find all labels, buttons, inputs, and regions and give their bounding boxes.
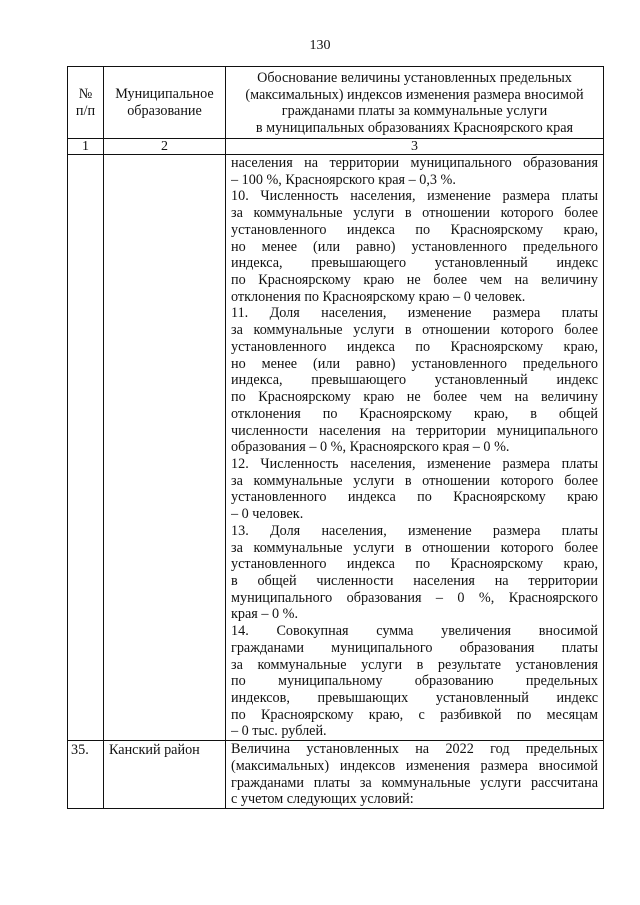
text-line: Величина установленных на 2022 год предельных: [231, 741, 598, 758]
text-line: установленного индекса по Красноярскому краю: [231, 489, 598, 506]
text-line: за коммунальные услуги в отношении которого более: [231, 205, 598, 222]
text-line: индекса, превышающего установленный индекс: [231, 372, 598, 389]
text-line: отклонения по Красноярскому краю – 0 человек.: [231, 288, 526, 305]
text-line: 12. Численность населения, изменение размера платы: [231, 455, 598, 472]
header-justification-line: Обоснование величины установленных предельных: [257, 70, 572, 86]
header-justification-line: гражданами платы за коммунальные услуги: [281, 103, 548, 119]
text-line: но менее (или равно) установленного предельного: [231, 355, 598, 372]
text-line: гражданами муниципального образования платы: [231, 639, 598, 656]
empty-number-cell: [68, 155, 104, 741]
header-municipality-line: образование: [127, 102, 202, 119]
header-number-line: п/п: [75, 102, 96, 119]
header-number: [68, 67, 104, 139]
text-line: но менее (или равно) установленного предельного: [231, 238, 598, 255]
header-justification-line: в муниципальных образованиях Красноярского края: [255, 119, 574, 136]
header-justification: [226, 67, 604, 139]
text-line: гражданами платы за коммунальные услуги рассчитана: [231, 774, 598, 791]
text-line: численности населения на территории муниципального: [231, 422, 598, 439]
text-line: за коммунальные услуги в отношении которого более: [231, 539, 598, 556]
municipality-name: Канский район: [104, 741, 226, 809]
text-line: – 100 %, Красноярского края – 0,3 %.: [231, 171, 456, 188]
empty-municipality-cell: [104, 155, 226, 741]
column-number-3: 3: [226, 139, 604, 155]
tariff-index-table: [67, 66, 604, 809]
row35-text-cell: [226, 741, 604, 809]
column-number-row: [68, 139, 604, 155]
header-row: [68, 67, 604, 139]
text-line: за коммунальные услуги в отношении которого более: [231, 322, 598, 339]
table-row-35: [68, 741, 604, 809]
column-number-2: 2: [104, 139, 226, 155]
text-line: 11. Доля населения, изменение размера платы: [231, 305, 598, 322]
header-municipality: [104, 67, 226, 139]
text-line: за коммунальные услуги в результате установления: [231, 656, 598, 673]
text-line: 14. Совокупная сумма увеличения вносимой: [231, 623, 598, 640]
text-line: с учетом следующих условий:: [231, 791, 414, 808]
text-line: 10. Численность населения, изменение размера платы: [231, 188, 598, 205]
text-line: по Красноярскому краю не более чем на величину: [231, 272, 598, 289]
text-line: индексов, превышающих установленный индекс: [231, 690, 598, 706]
text-line: образования – 0 %, Красноярского края – 0 %.: [231, 439, 510, 456]
text-line: края – 0 %.: [231, 606, 299, 623]
text-line: индекса, превышающего установленный индекс: [231, 255, 598, 272]
text-line: установленного индекса по Красноярскому краю,: [231, 221, 598, 238]
text-line: (максимальных) индексов изменения размера вносимой: [231, 757, 598, 774]
text-line: – 0 человек.: [231, 506, 304, 523]
text-line: за коммунальные услуги в отношении которого более: [231, 472, 598, 489]
text-line: муниципального образования – 0 %, Красноярского: [231, 589, 598, 606]
page-number: 130: [309, 38, 331, 53]
column-number-1: 1: [68, 139, 104, 155]
header-number-line: №: [78, 86, 93, 102]
table-row-continuation: [68, 155, 604, 741]
continuation-text-cell: [226, 155, 604, 741]
text-line: 13. Доля населения, изменение размера платы: [231, 522, 598, 539]
header-municipality-line: Муниципальное: [115, 86, 214, 102]
text-line: установленного индекса по Красноярскому краю,: [231, 338, 598, 355]
text-line: населения на территории муниципального образования: [231, 155, 598, 171]
text-line: в общей численности населения на территории: [231, 572, 598, 589]
text-line: по муниципальному образованию предельных: [231, 673, 598, 690]
header-justification-line: (максимальных) индексов изменения размера вносимой: [245, 86, 584, 103]
text-line: по Красноярскому краю, с разбивкой по месяцам: [231, 706, 598, 723]
row-number: 35.: [68, 741, 104, 809]
text-line: отклонения по Красноярскому краю, в общей: [231, 405, 598, 422]
text-line: – 0 тыс. рублей.: [231, 723, 327, 740]
text-line: установленного индекса по Красноярскому краю,: [231, 556, 598, 573]
text-line: по Красноярскому краю не более чем на величину: [231, 389, 598, 406]
